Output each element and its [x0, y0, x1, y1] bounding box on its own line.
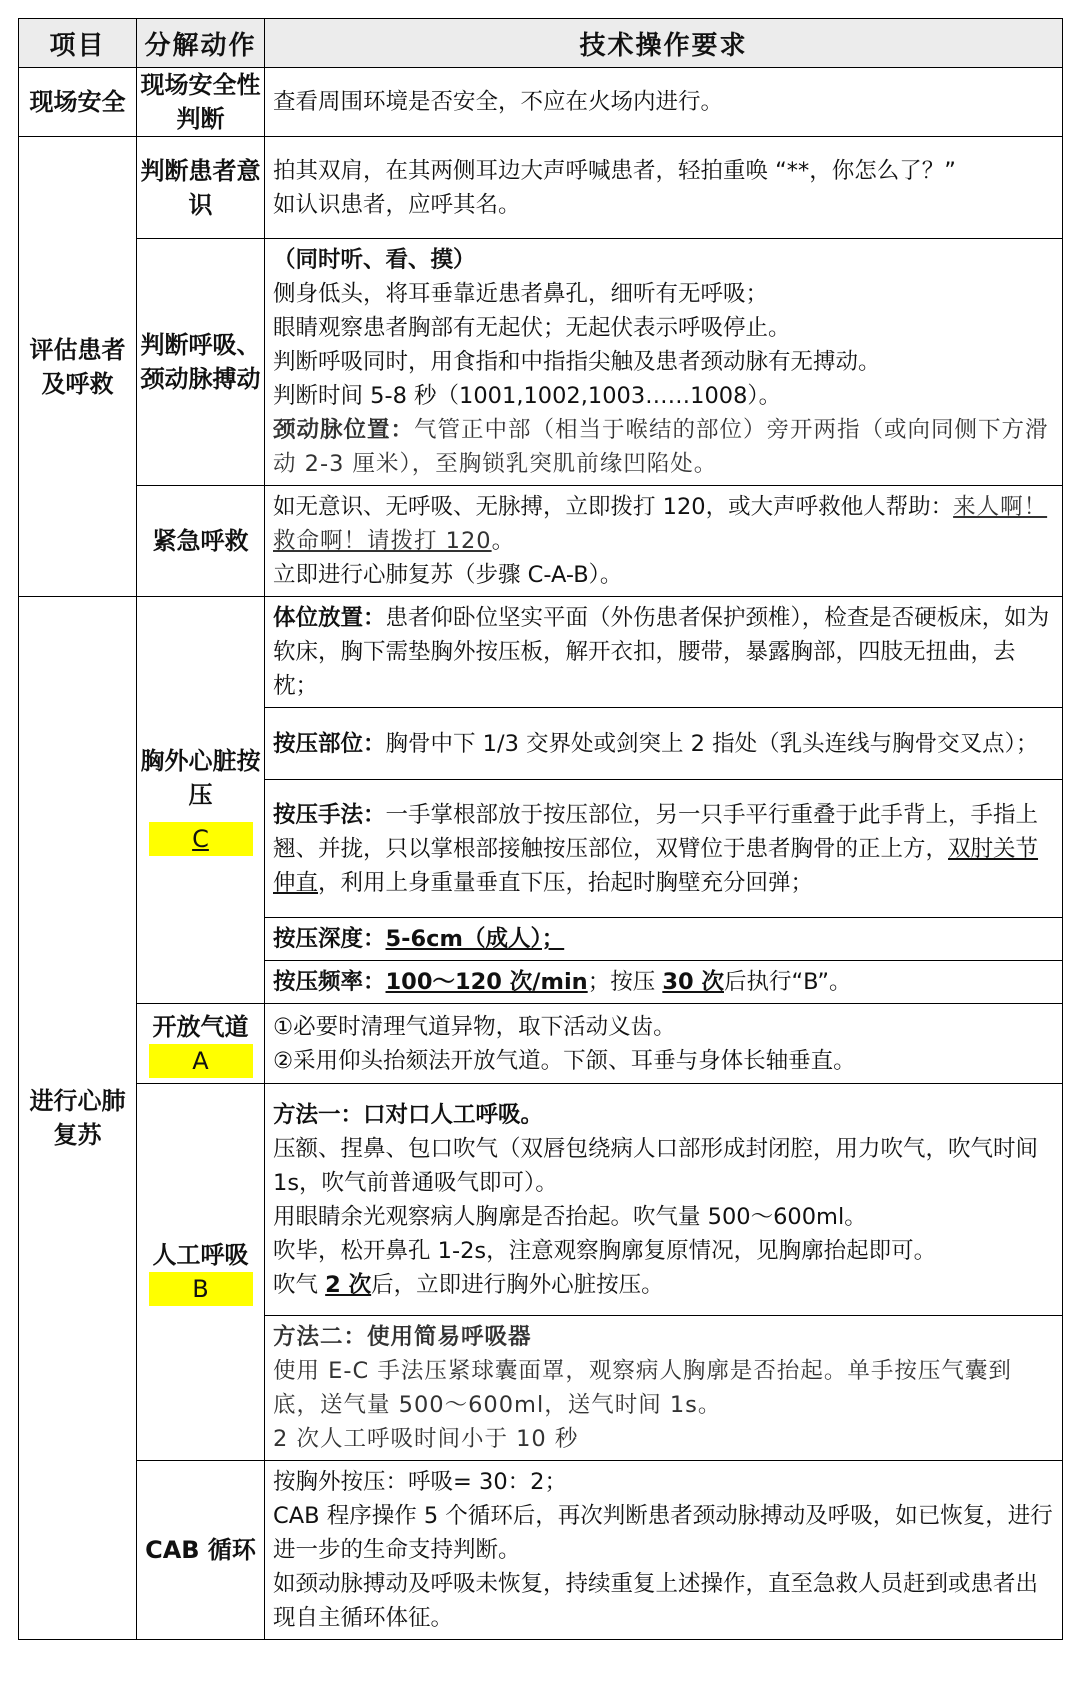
req-line: [273, 490, 1054, 558]
site-text: 胸骨中下 1/3 交界处或剑突上 2 指处（乳头连线与胸骨交叉点）；: [385, 730, 1039, 757]
req-line: 按胸外按压：呼吸= 30：2；: [273, 1469, 567, 1495]
req-breath-method1: [265, 1084, 1063, 1316]
tag-b: B: [192, 1275, 209, 1303]
carotid-position: [273, 413, 1054, 481]
rate-end: 后执行“B”。: [724, 969, 852, 995]
req-line: 如颈动脉搏动及呼吸未恢复，持续重复上述操作，直至急救人员赶到或患者出现自主循环体征。: [273, 1571, 1039, 1631]
req-line: 判断呼吸同时，用食指和中指指尖触及患者颈动脉有无搏动。: [273, 349, 881, 375]
header-requirements: 技术操作要求: [265, 19, 1063, 68]
req-cab: [265, 1461, 1063, 1640]
header-action: 分解动作: [137, 19, 265, 68]
method1-last-b: 后，立即进行胸外心脏按压。: [371, 1271, 664, 1298]
project-assess: 评估患者及呼救: [19, 137, 137, 597]
req-line: 用眼睛余光观察病人胸廓是否抬起。吹气量 500～600ml。: [273, 1203, 867, 1230]
tag-c: C: [192, 825, 209, 853]
procedure-table: [18, 18, 1063, 1640]
action-emergency-call: 紧急呼救: [137, 486, 265, 597]
position-text: 患者仰卧位坚实平面（外伤患者保护颈椎），检查是否硬板床，如为软床，胸下需垫胸外按压板，解开衣扣，腰带，暴露胸部，四肢无扭曲，去枕；: [273, 605, 1050, 699]
table-row-breathing: [19, 239, 1063, 486]
req-compression-depth: [265, 918, 1063, 961]
depth-label: 按压深度：: [273, 926, 386, 952]
rate-value: 100～120 次/min: [385, 969, 588, 995]
req-emergency: [265, 486, 1063, 597]
action-safety-judgement: 现场安全性判断: [137, 68, 265, 137]
method-underlined: 双肘关节伸直: [273, 835, 1039, 896]
action-cab-cycle: CAB 循环: [137, 1461, 265, 1640]
method1-last-a: 吹气: [273, 1271, 326, 1298]
emergency-text: 如无意识、无呼吸、无脉搏，立即拨打 120，或大声呼救他人帮助：: [273, 494, 954, 520]
req-breath-method2: [265, 1316, 1063, 1461]
req-line: 2 次人工呼吸时间小于 10 秒: [273, 1426, 579, 1452]
method-label: 按压手法：: [273, 801, 386, 828]
table-row-emergency: [19, 486, 1063, 597]
carotid-text: 气管正中部（相当于喉结的部位）旁开两指（或向同侧下方滑动 2-3 厘米），至胸锁乳突肌前缘凹陷处。: [273, 417, 1049, 477]
table-row-position: [19, 597, 1063, 708]
tag-a: A: [192, 1046, 209, 1075]
depth-value: 5-6cm（成人）；: [385, 926, 565, 952]
req-compression-method: [265, 780, 1063, 918]
table-row-consciousness: [19, 137, 1063, 239]
action-airway: [137, 1004, 265, 1084]
action-compression: [137, 597, 265, 1004]
req-line: 使用 E-C 手法压紧球囊面罩，观察病人胸廓是否抬起。单手按压气囊到底，送气量 500～600ml，送气时间 1s。: [273, 1358, 1012, 1418]
table-row-safety: [19, 68, 1063, 137]
req-line: [273, 1268, 1054, 1302]
req-line: 立即进行心肺复苏（步骤 C-A-B）。: [273, 562, 623, 588]
method-text-a: 一手掌根部放于按压部位，另一只手平行重叠于此手背上，手指上翘、并拢，只以掌根部接触按压部位，双臂位于患者胸骨的正上方，: [273, 801, 1039, 862]
site-label: 按压部位：: [273, 730, 386, 757]
tag-a-highlight: [149, 1044, 253, 1078]
req-breathing: [265, 239, 1063, 486]
req-line: 眼睛观察患者胸部有无起伏；无起伏表示呼吸停止。: [273, 315, 791, 341]
breath-label: 人工呼吸: [152, 1241, 249, 1269]
req-safety: [265, 68, 1063, 137]
airway-label: 开放气道: [152, 1012, 249, 1041]
req-line: 侧身低头，将耳垂靠近患者鼻孔，细听有无呼吸；: [273, 281, 769, 307]
req-line: CAB 程序操作 5 个循环后，再次判断患者颈动脉搏动及呼吸，如已恢复，进行进一步的生命支持判断。: [273, 1503, 1053, 1563]
action-rescue-breathing: [137, 1084, 265, 1461]
method1-title: 方法一：口对口人工呼吸。: [273, 1101, 544, 1128]
req-line: 查看周围环境是否安全，不应在火场内进行。: [273, 89, 724, 115]
req-line: 判断时间 5-8 秒（1001,1002,1003……1008）。: [273, 383, 782, 409]
position-label: 体位放置：: [273, 605, 386, 631]
req-line: ①必要时清理气道异物，取下活动义齿。: [273, 1013, 676, 1040]
table-row-breath-method1: [19, 1084, 1063, 1316]
req-line: 如认识患者，应呼其名。: [273, 191, 521, 218]
req-consciousness: [265, 137, 1063, 239]
req-compression-rate: [265, 961, 1063, 1004]
rate-count: 30 次: [662, 969, 724, 995]
req-line: 吹毕，松开鼻孔 1-2s，注意观察胸廓复原情况，见胸廓抬起即可。: [273, 1237, 937, 1264]
req-body-position: [265, 597, 1063, 708]
header-row: [19, 19, 1063, 68]
rate-mid: ；按压: [587, 969, 663, 995]
req-line: （同时听、看、摸）: [273, 247, 476, 273]
project-safety: 现场安全: [19, 68, 137, 137]
emergency-shout: 来人啊！救命啊！请拨打 120: [273, 494, 1048, 554]
action-breathing-pulse: 判断呼吸、颈动脉搏动: [137, 239, 265, 486]
rate-label: 按压频率：: [273, 969, 386, 995]
method2-title: 方法二：使用简易呼吸器: [273, 1324, 532, 1350]
action-consciousness: 判断患者意识: [137, 137, 265, 239]
carotid-label: 颈动脉位置：: [273, 417, 415, 443]
header-project: 项目: [19, 19, 137, 68]
table-row-cab: [19, 1461, 1063, 1640]
tag-c-highlight: [149, 822, 253, 856]
method1-last-bold: 2 次: [325, 1271, 372, 1298]
req-airway: [265, 1004, 1063, 1084]
table-row-airway: [19, 1004, 1063, 1084]
req-line: 压额、捏鼻、包口吹气（双唇包绕病人口部形成封闭腔，用力吹气，吹气时间 1s，吹气前普通吸气即可）。: [273, 1135, 1039, 1196]
method-text-b: ，利用上身重量垂直下压，抬起时胸壁充分回弹；: [318, 869, 814, 896]
procedure-table-sheet: [18, 18, 1062, 1640]
req-line: ②采用仰头抬颏法开放气道。下颌、耳垂与身体长轴垂直。: [273, 1047, 856, 1074]
tag-b-highlight: [149, 1272, 253, 1306]
project-cpr: 进行心肺复苏: [19, 597, 137, 1640]
req-compression-site: [265, 708, 1063, 780]
compression-label: 胸外心脏按压: [140, 747, 261, 809]
req-line: 拍其双肩，在其两侧耳边大声呼喊患者，轻拍重唤 “**，你怎么了？”: [273, 157, 956, 184]
emergency-end: 。: [491, 528, 515, 554]
